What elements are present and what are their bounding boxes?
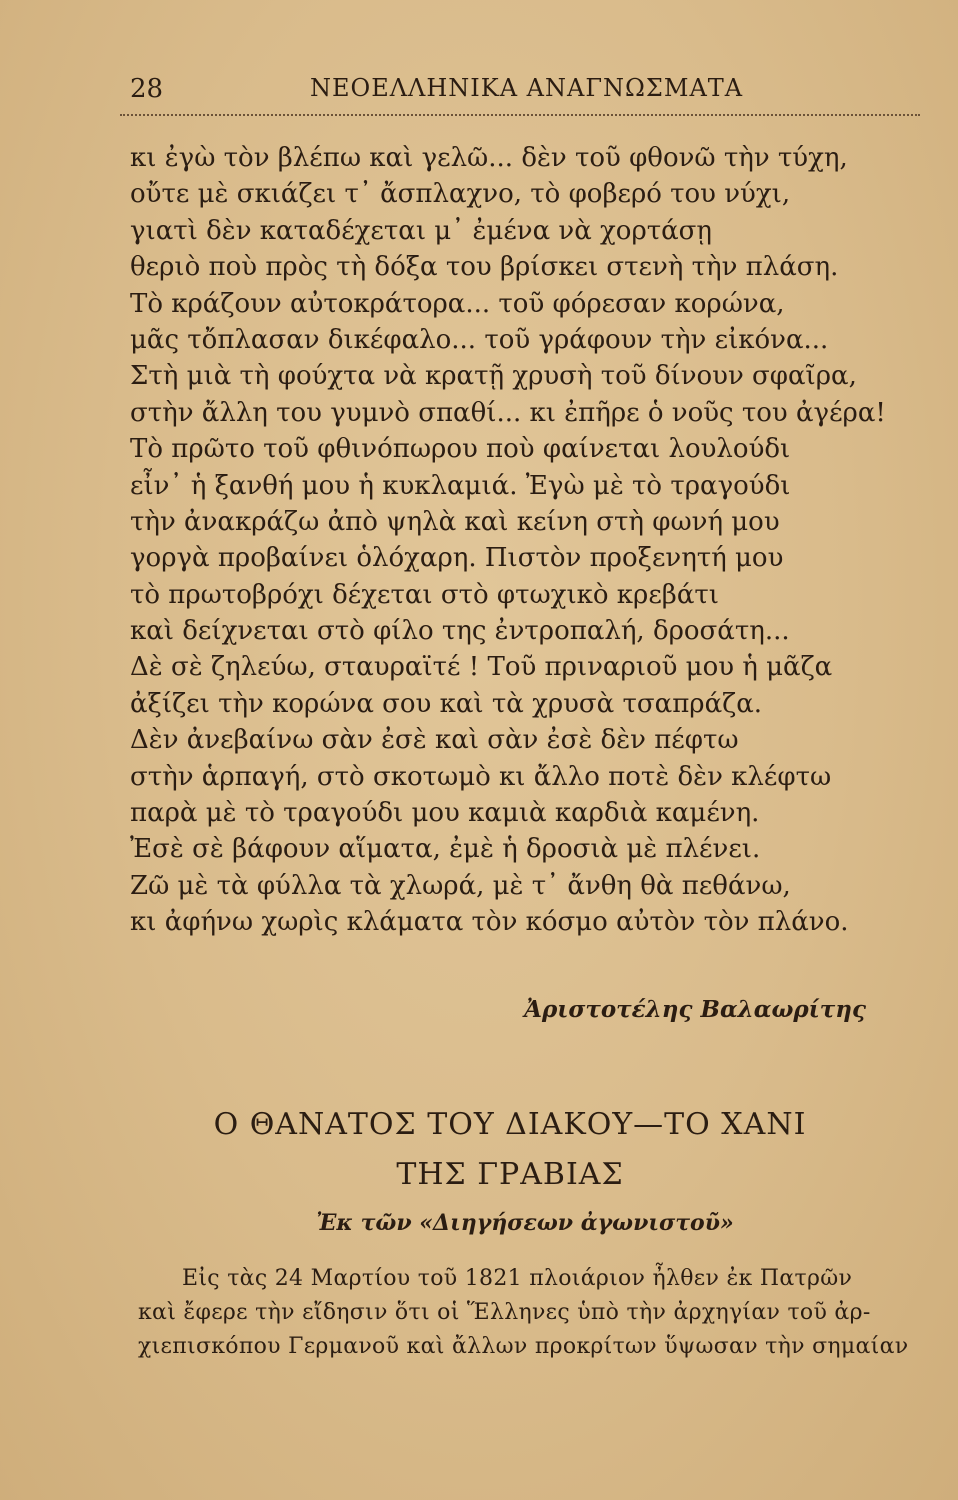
header-rule (120, 114, 920, 116)
section-source: Ἐκ τῶν «Διηγήσεων ἀγωνιστοῦ» (316, 1210, 734, 1236)
poem-line: τὴν ἀνακράζω ἀπὸ ψηλὰ καὶ κείνη στὴ φωνή μου (130, 506, 780, 537)
prose-line: Εἰς τὰς 24 Μαρτίου τοῦ 1821 πλοιάριον ἦλθεν ἐκ Πατρῶν (182, 1266, 853, 1291)
page-header (130, 72, 910, 112)
poem-line: κι ἐγὼ τὸν βλέπω καὶ γελῶ... δὲν τοῦ φθονῶ τὴν τύχη, (130, 143, 848, 173)
poem-line: Δὲν ἀνεβαίνω σὰν ἐσὲ καὶ σὰν ἐσὲ δὲν πέφτω (130, 725, 739, 756)
running-title: ΝΕΟΕΛΛΗΝΙΚΑ ΑΝΑΓΝΩΣΜΑΤΑ (310, 74, 744, 102)
prose-line: καὶ ἔφερε τὴν εἴδησιν ὅτι οἱ Ἕλληνες ὑπὸ τὴν ἀρχηγίαν τοῦ ἀρ- (138, 1300, 871, 1325)
poem-line: καὶ δείχνεται στὸ φίλο της ἐντροπαλή, δροσάτη... (130, 616, 790, 647)
poem-line: οὔτε μὲ σκιάζει τ᾽ ἄσπλαχνο, τὸ φοβερό του νύχι, (130, 179, 791, 210)
poem-line: θεριὸ ποὺ πρὸς τὴ δόξα του βρίσκει στενὴ τὴν πλάση. (130, 252, 839, 283)
poem-line: παρὰ μὲ τὸ τραγούδι μου καμιὰ καρδιὰ καμένη. (130, 798, 760, 829)
poem-line: εἶν᾽ ἡ ξανθή μου ἡ κυκλαμιά. Ἐγὼ μὲ τὸ τραγούδι (130, 470, 791, 501)
poem-line: Τὸ κράζουν αὐτοκράτορα... τοῦ φόρεσαν κορώνα, (130, 288, 785, 319)
poem-line: στὴν ἄλλη του γυμνὸ σπαθί... κι ἐπῆρε ὁ νοῦς του ἀγέρα! (130, 397, 886, 428)
page-number: 28 (130, 74, 164, 104)
section-title (0, 1100, 958, 1200)
poem-line: τὸ πρωτοβρόχι δέχεται στὸ φτωχικὸ κρεβάτι (130, 579, 719, 610)
prose-line: χιεπισκόπου Γερμανοῦ καὶ ἄλλων προκρίτων ὕψωσαν τὴν σημαίαν (138, 1334, 909, 1359)
poem-line: μᾶς τὄπλασαν δικέφαλο... τοῦ γράφουν τὴν εἰκόνα... (130, 324, 829, 355)
poem-line: γιατὶ δὲν καταδέχεται μ᾽ ἐμένα νὰ χορτάσῃ (130, 215, 713, 246)
poem-line: Ἐσὲ σὲ βάφουν αἵματα, ἐμὲ ἡ δροσιὰ μὲ πλένει. (130, 834, 761, 865)
poem (130, 140, 910, 941)
poem-line: Στὴ μιὰ τὴ φούχτα νὰ κρατῇ χρυσὴ τοῦ δίνουν σφαῖρα, (130, 361, 857, 392)
poem-line: Ζῶ μὲ τὰ φύλλα τὰ χλωρά, μὲ τ᾽ ἄνθη θὰ πεθάνω, (130, 870, 791, 901)
poem-line: Δὲ σὲ ζηλεύω, σταυραϊτέ ! Τοῦ πριναριοῦ μου ἡ μᾶζα (130, 652, 833, 683)
poem-line: στὴν ἁρπαγή, στὸ σκοτωμὸ κι ἄλλο ποτὲ δὲν κλέφτω (130, 761, 832, 792)
poem-line: γοργὰ προβαίνει ὁλόχαρη. Πιστὸν προξενητή μου (130, 543, 784, 574)
poem-line: κι ἀφήνω χωρὶς κλάματα τὸν κόσμο αὐτὸν τὸν πλάνο. (130, 907, 849, 938)
poem-signature: Ἀριστοτέλης Βαλαωρίτης (524, 996, 866, 1023)
poem-line: ἀξίζει τὴν κορώνα σου καὶ τὰ χρυσὰ τσαπράζα. (130, 688, 763, 719)
poem-line: Τὸ πρῶτο τοῦ φθινόπωρου ποὺ φαίνεται λουλούδι (130, 434, 791, 465)
section-title-line-1: Ο ΘΑΝΑΤΟΣ ΤΟΥ ΔΙΑΚΟΥ—ΤΟ ΧΑΝΙ (213, 1107, 807, 1142)
prose-paragraph (138, 1262, 922, 1364)
section-title-line-2: ΤΗΣ ΓΡΑΒΙΑΣ (396, 1157, 624, 1192)
